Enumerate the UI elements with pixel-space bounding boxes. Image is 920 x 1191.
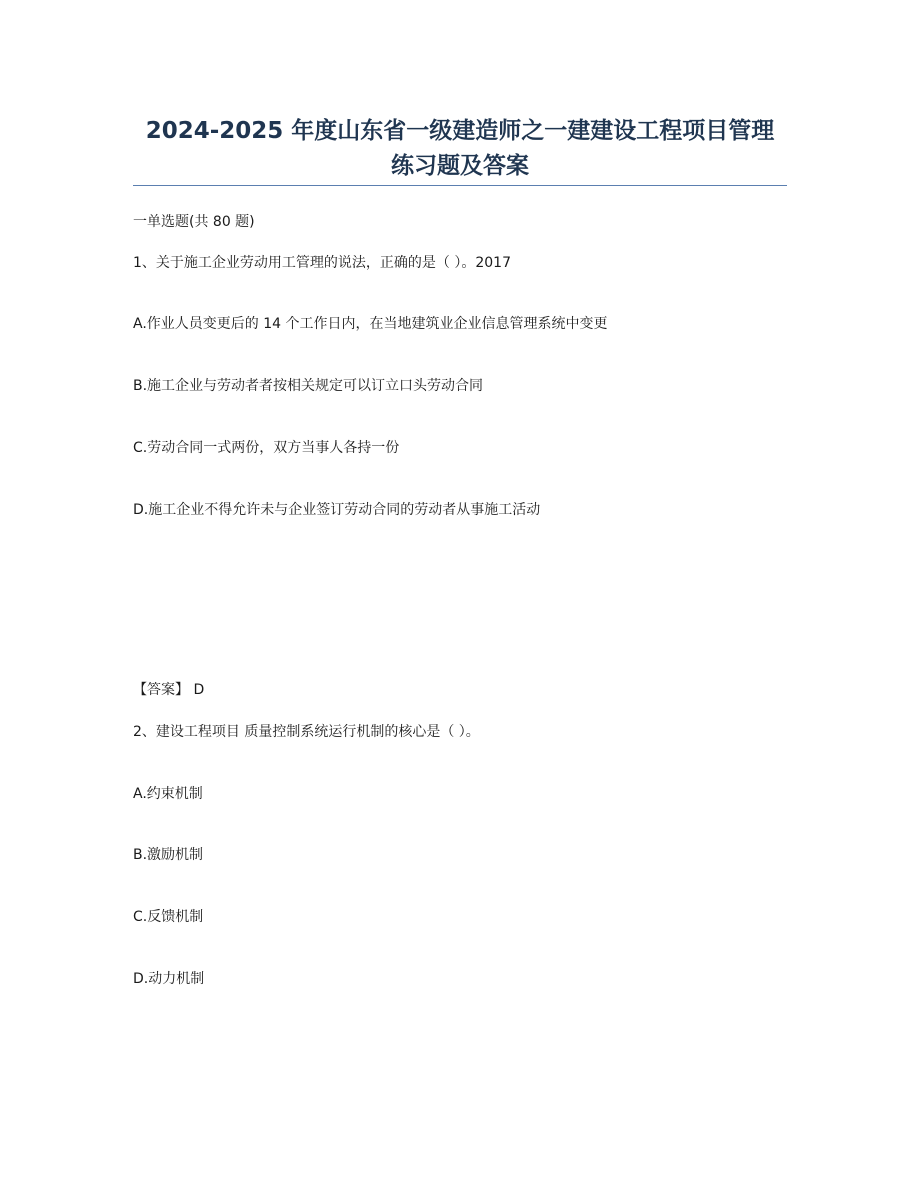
document-title-line-1: 2024-2025 年度山东省一级建造师之一建建设工程项目管理 [145, 118, 775, 144]
option-a: A.作业人员变更后的 14 个工作日内，在当地建筑业企业信息管理系统中变更 [133, 316, 608, 332]
question-stem: 2、建设工程项目 质量控制系统运行机制的核心是（ ）。 [133, 724, 480, 740]
section-header: 一单选题(共 80 题) [133, 214, 255, 230]
option-b: B.激励机制 [133, 847, 204, 863]
option-b: B.施工企业与劳动者者按相关规定可以订立口头劳动合同 [133, 378, 484, 394]
title-divider [133, 185, 787, 186]
document-title-line-2: 练习题及答案 [391, 153, 529, 179]
option-c: C.反馈机制 [133, 909, 204, 925]
option-a: A.约束机制 [133, 786, 203, 802]
question-stem: 1、关于施工企业劳动用工管理的说法，正确的是（ ）。2017 [133, 255, 511, 271]
option-c: C.劳动合同一式两份，双方当事人各持一份 [133, 440, 400, 456]
option-d: D.动力机制 [133, 971, 205, 987]
answer-label: 【答案】 D [133, 682, 205, 698]
option-d: D.施工企业不得允许未与企业签订劳动合同的劳动者从事施工活动 [133, 502, 541, 518]
